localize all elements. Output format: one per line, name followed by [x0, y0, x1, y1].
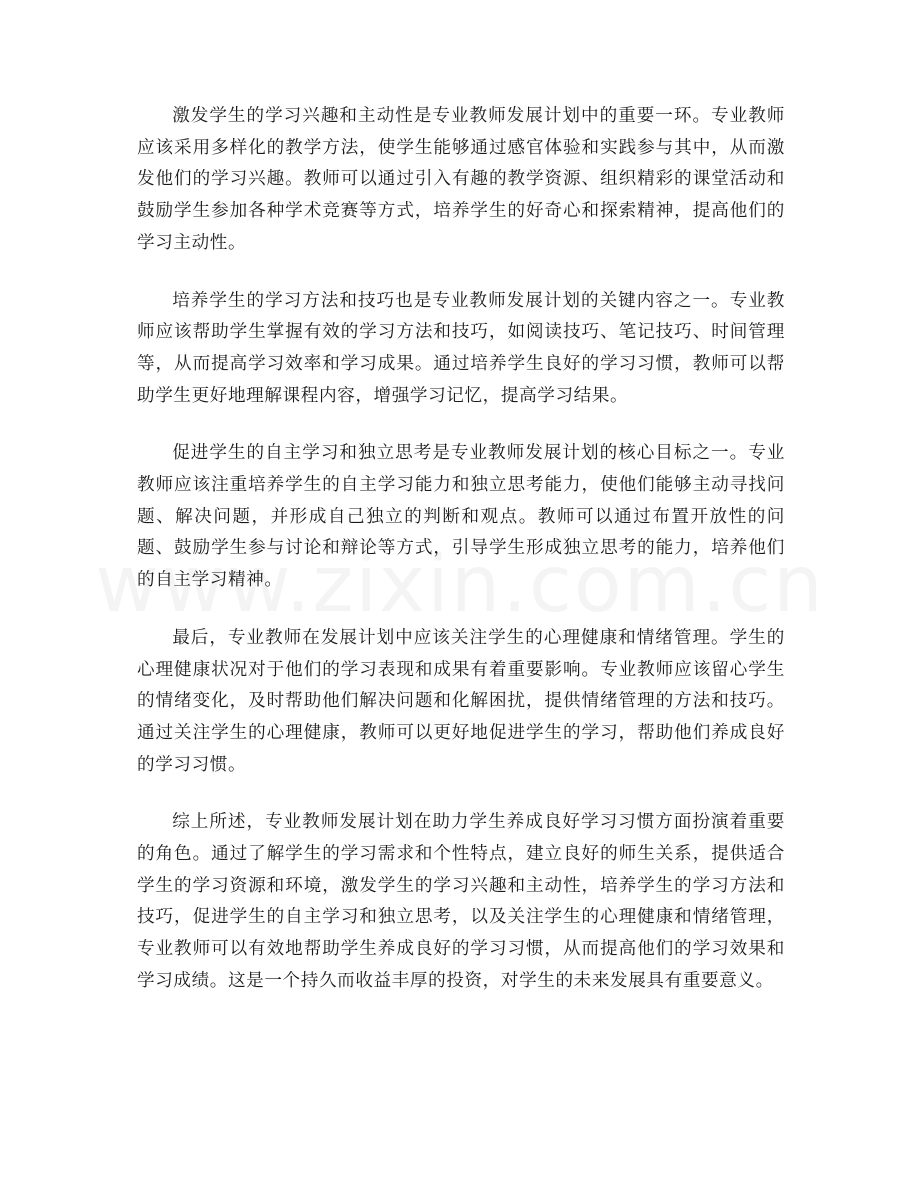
paragraph: 培养学生的学习方法和技巧也是专业教师发展计划的关键内容之一。专业教师应该帮助学生掌握有效的学习方法和技巧，如阅读技巧、笔记技巧、时间管理等，从而提高学习效率和学习成果。通过培养学生良好的学习习惯，教师可以帮助学生更好地理解课程内容，增强学习记忆，提高学习结果。 [137, 290, 785, 406]
paragraph: 激发学生的学习兴趣和主动性是专业教师发展计划中的重要一环。专业教师应该采用多样化的教学方法，使学生能够通过感官体验和实践参与其中，从而激发他们的学习兴趣。教师可以通过引入有趣的教学资源、组织精彩的课堂活动和鼓励学生参加各种学术竞赛等方式，培养学生的好奇心和探索精神，提高他们的学习主动性。 [137, 106, 785, 253]
paragraph: 最后，专业教师在发展计划中应该关注学生的心理健康和情绪管理。学生的心理健康状况对于他们的学习表现和成果有着重要影响。专业教师应该留心学生的情绪变化，及时帮助他们解决问题和化解困扰，提供情绪管理的方法和技巧。通过关注学生的心理健康，教师可以更好地促进学生的学习，帮助他们养成良好的学习习惯。 [137, 627, 785, 775]
paragraph: 综上所述，专业教师发展计划在助力学生养成良好学习习惯方面扮演着重要的角色。通过了解学生的学习需求和个性特点，建立良好的师生关系，提供适合学生的学习资源和环境，激发学生的学习兴趣和主动性，培养学生的学习方法和技巧，促进学生的自主学习和独立思考，以及关注学生的心理健康和情绪管理，专业教师可以有效地帮助学生养成良好的学习习惯，从而提高他们的学习效果和学习成绩。这是一个持久而收益丰厚的投资，对学生的未来发展具有重要意义。 [137, 812, 785, 991]
document-body [137, 101, 785, 1024]
paragraph: 促进学生的自主学习和独立思考是专业教师发展计划的核心目标之一。专业教师应该注重培养学生的自主学习能力和独立思考能力，使他们能够主动寻找问题、解决问题，并形成自己独立的判断和观点。教师可以通过布置开放性的问题、鼓励学生参与讨论和辩论等方式，引导学生形成独立思考的能力，培养他们的自主学习精神。 [137, 443, 785, 591]
